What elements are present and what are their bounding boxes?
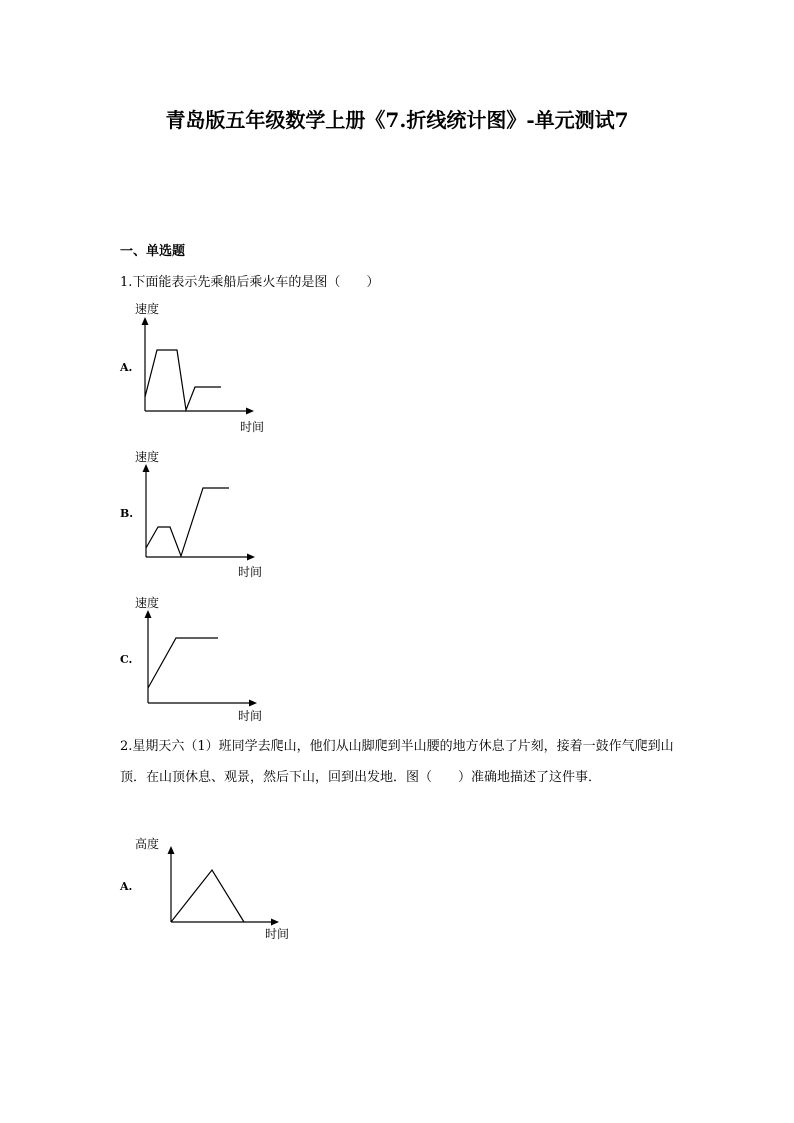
y-axis-arrow [168,846,175,854]
x-axis-arrow [271,919,279,926]
x-axis-arrow [247,554,255,561]
y-axis-arrow [145,610,152,618]
q1-a-x-axis-label: 时间 [240,420,265,434]
q2-a-option-label: A. [120,880,133,893]
q1-b-y-axis-label: 速度 [135,450,160,464]
q1-c-line-graph [143,608,263,713]
x-axis-arrow [249,700,257,707]
q2-a-x-axis-label: 时间 [265,927,290,941]
section-heading: 一、单选题 [120,244,186,259]
question-1-text: 1.下面能表示先乘船后乘火车的是图（ ） [120,275,380,290]
page-title: 青岛版五年级数学上册《7.折线统计图》-单元测试7 [165,108,629,132]
q2-a-y-axis-label: 高度 [135,837,160,851]
y-axis-arrow [142,317,149,325]
q1-a-option-label: A. [120,361,133,374]
speed-line [146,488,229,556]
q1-b-line-graph [141,462,261,567]
y-axis-arrow [143,464,150,472]
x-axis-arrow [246,408,254,415]
q1-a-y-axis-label: 速度 [135,302,160,316]
height-line [171,870,244,922]
q1-c-y-axis-label: 速度 [135,596,160,610]
q2-a-line-graph [166,844,286,929]
question-2-text: 2.星期天六（1）班同学去爬山，他们从山脚爬到半山腰的地方休息了片刻，接着一鼓作气爬到山顶．在山顶休息、观景，然后下山，回到出发地．图（ ）准确地描述了这件事． [120,739,674,785]
q1-b-x-axis-label: 时间 [238,565,263,579]
q1-c-option-label: C. [120,653,133,666]
q1-a-line-graph [140,315,260,420]
speed-line [145,350,221,410]
q1-c-x-axis-label: 时间 [238,709,263,723]
q1-b-option-label: B. [120,507,134,520]
speed-line [148,638,218,688]
